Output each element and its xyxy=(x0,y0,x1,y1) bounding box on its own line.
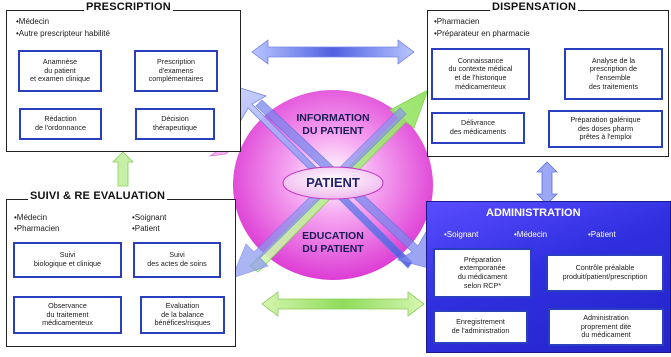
box-connaissance-contexte: Connaissance du contexte médical et de l'historique médicamenteux xyxy=(431,48,530,100)
administration-title: ADMINISTRATION xyxy=(486,207,581,219)
suivi-actor-right-1: •Soignant xyxy=(132,213,167,222)
box-delivrance: Délivrance des médicaments xyxy=(431,112,525,144)
box-preparation-extemporanee: Préparation extemporanée du médicament selon RCP* xyxy=(433,248,532,298)
dispensation-title: DISPENSATION xyxy=(492,1,577,13)
patient-label: PATIENT xyxy=(306,175,360,190)
box-administration-proprement: Administration proprement dite du médicament xyxy=(548,308,664,346)
suivi-prescription-arrow xyxy=(113,152,133,186)
box-controle-prealable: Contrôle préalable produit/patient/prescription xyxy=(546,254,664,292)
information-patient-label: INFORMATION DU PATIENT xyxy=(296,112,370,137)
admin-actor-1: •Soignant xyxy=(444,230,479,239)
box-decision-therapeutique: Décision thérapeutique xyxy=(135,108,215,140)
box-evaluation: Evaluation de la balance bénéfices/risques xyxy=(140,296,225,334)
dispensation-actor-1: •Pharmacien xyxy=(434,17,480,26)
box-suivi-biologique: Suivi biologique et clinique xyxy=(13,242,122,278)
prescription-actor-2: •Autre prescripteur habilité xyxy=(16,29,110,38)
suivi-title: SUIVI & RE EVALUATION xyxy=(30,190,166,202)
education-patient-label: EDUCATION DU PATIENT xyxy=(302,230,364,255)
disp-admin-double-arrow xyxy=(537,162,557,204)
box-redaction-ordonnance: Rédaction de l'ordonnance xyxy=(19,108,102,140)
prescription-actor-1: •Médecin xyxy=(16,17,50,26)
prescription-title: PRESCRIPTION xyxy=(86,1,171,13)
admin-actor-2: •Médecin xyxy=(514,230,548,239)
box-preparation-galenique: Préparation galénique des doses pharm prêtes à l'emploi xyxy=(548,110,663,148)
suivi-actor-right-2: •Patient xyxy=(132,224,160,233)
suivi-actor-left-2: •Pharmacien xyxy=(14,224,60,233)
box-anamnese: Anamnèse du patient et examen clinique xyxy=(18,50,102,92)
dispensation-actor-2: •Préparateur en pharmacie xyxy=(434,29,530,38)
bottom-double-arrow xyxy=(262,292,424,316)
box-analyse-prescription: Analyse de la prescription de l'ensemble des traitements xyxy=(564,48,663,100)
top-double-arrow xyxy=(252,40,414,64)
box-enregistrement: Enregistrement de l'administration xyxy=(433,310,528,344)
admin-actor-3: •Patient xyxy=(588,230,616,239)
box-suivi-actes: Suivi des actes de soins xyxy=(133,242,221,278)
box-prescription-examens: Prescription d'examens complémentaires xyxy=(134,50,218,92)
suivi-actor-left-1: •Médecin xyxy=(14,213,48,222)
box-observance: Observance du traitement médicamenteux xyxy=(13,296,122,334)
